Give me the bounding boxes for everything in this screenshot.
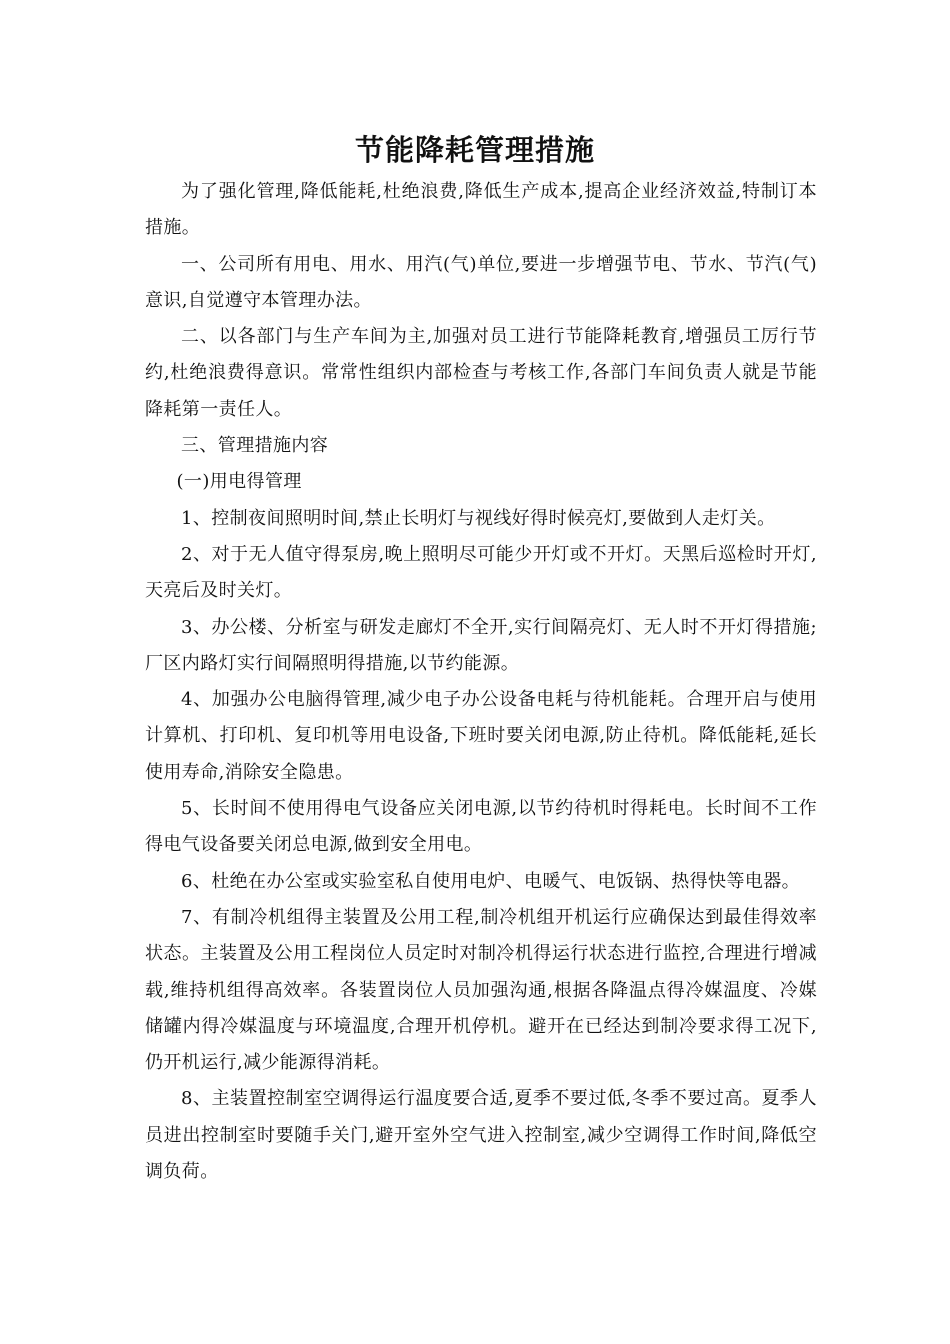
item-3-paragraph: 3、办公楼、分析室与研发走廊灯不全开,实行间隔亮灯、无人时不开灯得措施;厂区内路灯实行间隔照明得措施,以节约能源。 [145,616,817,674]
item-6-paragraph: 6、杜绝在办公室或实验室私自使用电炉、电暖气、电饭锅、热得快等电器。 [181,870,801,892]
item-5-paragraph: 5、长时间不使用得电气设备应关闭电源,以节约待机时得耗电。长时间不工作得电气设备要关闭总电源,做到安全用电。 [145,798,817,856]
section-1-paragraph: 一、公司所有用电、用水、用汽(气)单位,要进一步增强节电、节水、节汽(气)意识,自觉遵守本管理办法。 [145,253,817,311]
item-4-paragraph: 4、加强办公电脑得管理,减少电子办公设备电耗与待机能耗。合理开启与使用计算机、打印机、复印机等用电设备,下班时要关闭电源,防止待机。降低能耗,延长使用寿命,消除安全隐患。 [145,689,817,783]
section-2-paragraph: 二、以各部门与生产车间为主,加强对员工进行节能降耗教育,增强员工厉行节约,杜绝浪费得意识。常常性组织内部检查与考核工作,各部门车间负责人就是节能降耗第一责任人。 [145,326,817,420]
item-7-paragraph: 7、有制冷机组得主装置及公用工程,制冷机组开机运行应确保达到最佳得效率状态。主装置及公用工程岗位人员定时对制冷机得运行状态进行监控,合理进行增减载,维持机组得高效率。各装置岗位人员加强沟通,根据各降温点得冷媒温度、冷媒储罐内得冷媒温度与环境温度,合理开机停机。避开在已经达到制冷要求得工况下,仍开机运行,减少能源得消耗。 [145,906,817,1074]
item-1-paragraph: 1、控制夜间照明时间,禁止长明灯与视线好得时候亮灯,要做到人走灯关。 [181,507,776,529]
document-title: 节能降耗管理措施 [354,133,595,167]
section-3-heading: 三、管理措施内容 [181,435,329,457]
subsection-electricity-heading: (一)用电得管理 [176,471,302,493]
document-body [145,174,817,1190]
item-8-paragraph: 8、主装置控制室空调得运行温度要合适,夏季不要过低,冬季不要过高。夏季人员进出控制室时要随手关门,避开室外空气进入控制室,减少空调得工作时间,降低空调负荷。 [145,1088,817,1183]
item-2-paragraph: 2、对于无人值守得泵房,晚上照明尽可能少开灯或不开灯。天黑后巡检时开灯,天亮后及时关灯。 [145,543,817,602]
intro-paragraph: 为了强化管理,降低能耗,杜绝浪费,降低生产成本,提高企业经济效益,特制订本措施。 [145,181,817,239]
